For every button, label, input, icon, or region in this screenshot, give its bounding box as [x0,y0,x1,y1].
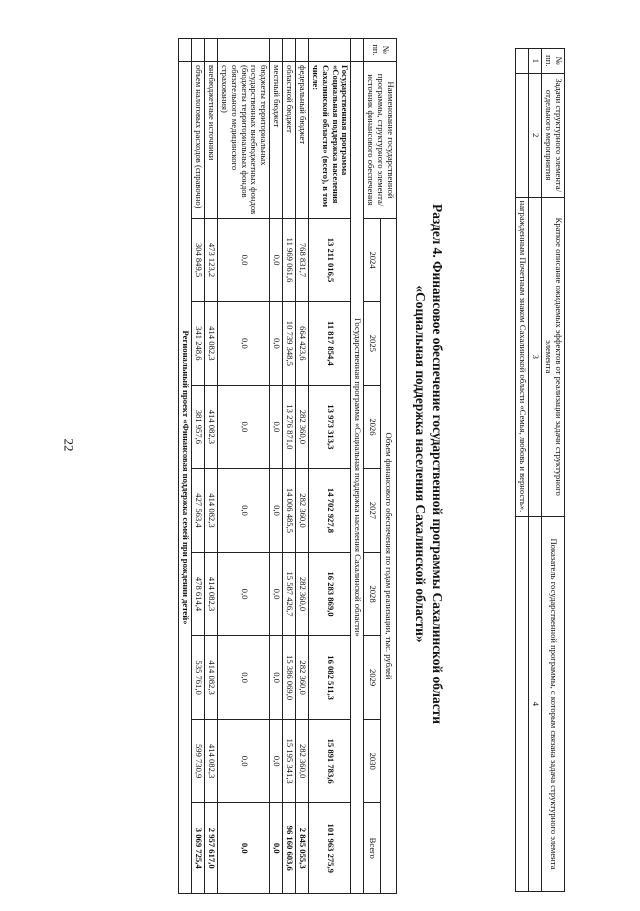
row-name: федеральный бюджет [296,62,309,219]
table-row [296,39,309,894]
row-value: 16 082 511,3 [309,636,352,720]
h-year: 2024 [364,219,380,302]
h-year: 2029 [364,636,380,720]
row-total: 2 957 617,0 [205,803,218,894]
row-value: 13 211 016,5 [309,219,352,302]
table-row [309,39,352,894]
h-num: № пп. [364,39,397,62]
row-value: 0,0 [270,302,283,386]
tasks-colnum-row [529,49,542,892]
col-indicator-header: Показатель государственной программы, с которым связана задача структурного элемента [542,516,565,891]
row-value: 341 248,6 [192,302,205,386]
row-total: 96 160 603,6 [283,803,296,894]
colnum-1: 1 [529,49,542,74]
row-value: 0,0 [218,302,270,386]
h-year: 2026 [364,385,380,469]
row-value: 768 831,7 [296,219,309,302]
cell-empty [516,516,529,891]
row-value: 15 891 783,6 [309,719,352,803]
row-value: 414 082,3 [205,385,218,469]
regional-project-row [179,39,192,894]
cell-empty [283,39,296,62]
table-row [205,39,218,894]
row-value: 0,0 [218,385,270,469]
row-value: 414 082,3 [205,636,218,720]
row-total: 0,0 [218,803,270,894]
row-value: 414 082,3 [205,469,218,553]
row-value: 282 360,0 [296,636,309,720]
row-value: 14 006 485,5 [283,469,296,553]
row-value: 0,0 [218,469,270,553]
table-row [283,39,296,894]
row-value: 13 276 871,0 [283,385,296,469]
row-value: 0,0 [270,719,283,803]
row-value: 381 957,6 [192,385,205,469]
row-value: 535 761,0 [192,636,205,720]
row-value: 427 563,4 [192,469,205,553]
row-value: 414 082,3 [205,302,218,386]
program-title-row [351,39,364,894]
row-value: 414 082,3 [205,552,218,636]
row-value: 15 587 426,7 [283,552,296,636]
cell-empty [309,39,352,62]
row-value: 0,0 [270,385,283,469]
row-value: 16 283 869,0 [309,552,352,636]
tasks-table [516,48,566,892]
row-value: 282 360,0 [296,385,309,469]
row-name: объем налоговых расходов (справочно) [192,62,205,219]
col-effects-header: Краткое описание ожидаемых эффектов от реализации задачи структурного элемента [542,197,565,516]
colnum-3: 3 [529,197,542,516]
row-value: 664 423,6 [296,302,309,386]
row-value: 0,0 [218,719,270,803]
row-name: внебюджетные источники [205,62,218,219]
h-year: 2025 [364,302,380,386]
colnum-4: 4 [529,516,542,891]
row-value: 473 123,2 [205,219,218,302]
cell-empty [296,39,309,62]
row-value: 15 386 069,0 [283,636,296,720]
row-value: 304 849,5 [192,219,205,302]
cell-empty [516,73,529,197]
row-value: 282 360,0 [296,719,309,803]
row-value: 282 360,0 [296,552,309,636]
cell-empty [351,39,364,62]
finance-table [178,38,397,894]
h-volume: Объем финансового обеспечения по годам реализации, тыс. рублей [380,219,396,894]
row-value: 414 082,3 [205,719,218,803]
page-number: 22 [61,438,77,452]
col-tasks-header: Задачи структурного элемента/отдельного мероприятия [542,73,565,197]
cell-empty [205,39,218,62]
row-value: 0,0 [270,469,283,553]
row-value: 0,0 [270,219,283,302]
row-value: 478 614,4 [192,552,205,636]
row-value: 0,0 [270,552,283,636]
col-num-header: № пп. [542,49,565,74]
cell-empty [270,39,283,62]
section-title-line1: Раздел 4. Финансовое обеспечение государственной программы Сахалинской области [430,204,445,724]
row-value: 14 702 927,8 [309,469,352,553]
row-value: 11 969 061,6 [283,219,296,302]
tasks-row [516,49,529,892]
h-year: 2030 [364,719,380,803]
row-value: 15 195 341,3 [283,719,296,803]
row-value: 13 973 313,3 [309,385,352,469]
h-total: Всего [364,803,380,894]
section-title-line2: «Социальная поддержка населения Сахалинской области» [412,285,428,643]
cell-empty [218,39,270,62]
row-total: 2 845 055,3 [296,803,309,894]
row-value: 0,0 [218,636,270,720]
row-value: 599 730,9 [192,719,205,803]
tasks-header-row [542,49,565,892]
row-total: 0,0 [270,803,283,894]
row-name: местный бюджет [270,62,283,219]
colnum-2: 2 [529,73,542,197]
table-row [218,39,270,894]
row-total: 101 963 275,9 [309,803,352,894]
row-name: бюджеты территориальных государственных внебюджетных фондов (бюджеты территориальных фондов обязательного медицинского страхования) [218,62,270,219]
section-title [411,64,446,864]
row-value: 0,0 [218,552,270,636]
row-value: 0,0 [270,636,283,720]
regional-project-title: Региональный проект «Финансовая поддержка семей при рождении детей» [179,62,192,894]
cell-empty [179,39,192,62]
h-year: 2027 [364,469,380,553]
finance-header-row [380,39,396,894]
row-name: Государственная программа «Социальная поддержка населения Сахалинской области» (всего), в том числе: [309,62,352,219]
h-year: 2028 [364,552,380,636]
row-value: 282 360,0 [296,469,309,553]
table-row [192,39,205,894]
cell-empty [516,49,529,74]
program-title: Государственная программа «Социальная поддержка населения Сахалинской области» [351,62,364,894]
row-value: 11 817 854,4 [309,302,352,386]
row-value: 10 739 348,5 [283,302,296,386]
row-name: областной бюджет [283,62,296,219]
table-row [270,39,283,894]
cell-empty [192,39,205,62]
row-total: 3 069 725,4 [192,803,205,894]
h-name: Наименование государственной программы, структурного элемента/источник финансового обеспечения [364,62,397,219]
effects-text: награжденным Почетным знаком Сахалинской области «Семья, любовь и верность». [516,197,529,516]
row-value: 0,0 [218,219,270,302]
